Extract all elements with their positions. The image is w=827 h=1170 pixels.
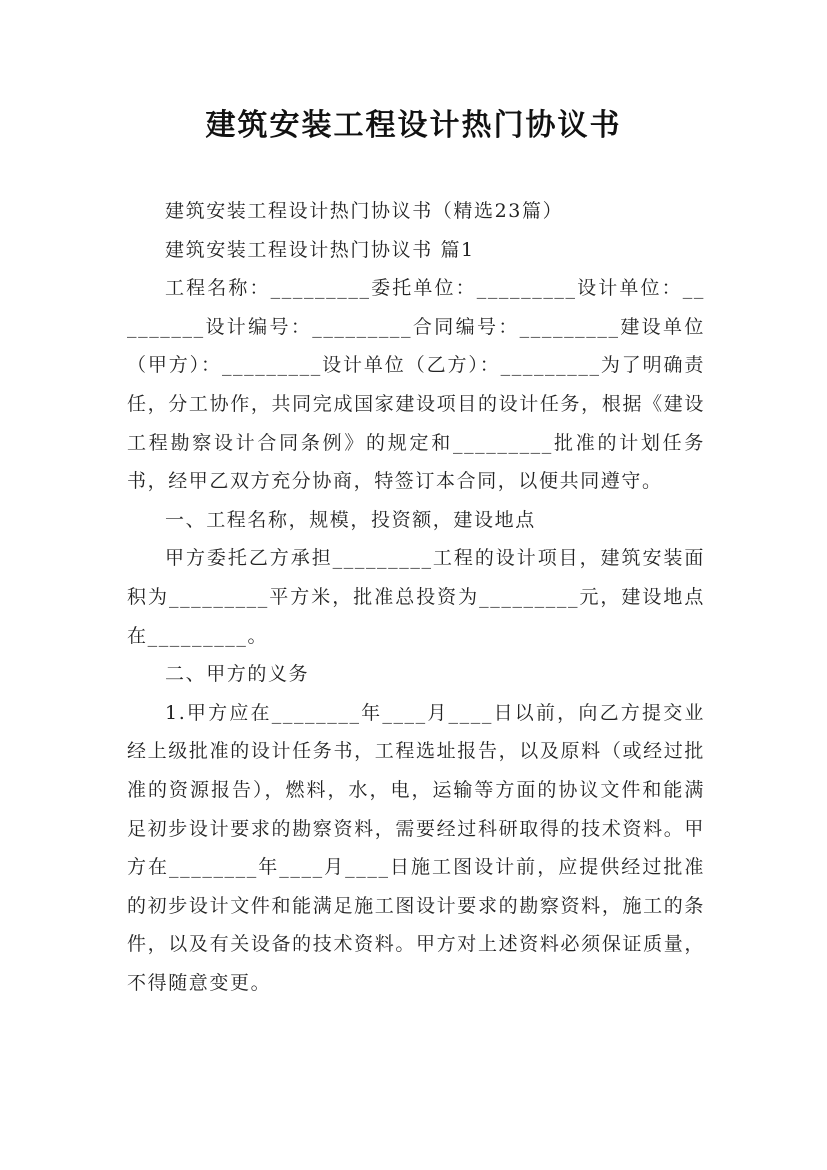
section-heading-1: 一、工程名称，规模，投资额，建设地点 (165, 508, 536, 531)
section-heading-part1: 建筑安装工程设计热门协议书 篇1 (165, 238, 475, 261)
intro-paragraph: 工程名称：_________委托单位：_________设计单位：_________设计编号：_________合同编号：_________建设单位（甲方）：_________设计单位（乙方）：_________为了明确责任，分工协作，共同完成国家建设项目的设计任务，根据《建设工程勘察设计合同条例》的规定和_________批准的计划任务书，经甲乙双方充分协商，特签订本合同，以便共同遵守。 (127, 277, 705, 493)
section-heading-2: 二、甲方的义务 (165, 663, 310, 686)
section-1-paragraph: 甲方委托乙方承担_________工程的设计项目，建筑安装面积为_________平方米，批准总投资为_________元，建设地点在_________。 (127, 547, 705, 647)
document-title: 建筑安装工程设计热门协议书 (205, 108, 622, 143)
section-2-paragraph: 1.甲方应在________年____月____日以前，向乙方提交业经上级批准的设计任务书，工程选址报告，以及原料（或经过批准的资源报告），燃料，水，电，运输等方面的协议文件和能满足初步设计要求的勘察资料，需要经过科研取得的技术资料。甲方在________年____月____日施工图设计前，应提供经过批准的初步设计文件和能满足施工图设计要求的勘察资料，施工的条件，以及有关设备的技术资料。甲方对上述资料必须保证质量，不得随意变更。 (127, 701, 705, 994)
document-body (127, 192, 705, 1002)
subtitle-paragraph: 建筑安装工程设计热门协议书（精选23篇） (165, 200, 564, 222)
